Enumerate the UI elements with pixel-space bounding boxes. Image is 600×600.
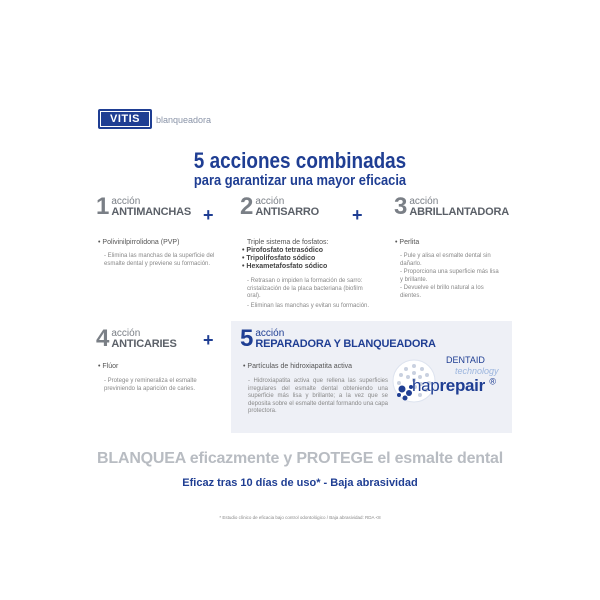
action-1-bullet-1: • Polivinilpirrolidona (PVP) [98, 239, 180, 246]
action-5-prefix: acción [255, 328, 285, 339]
action-3-prefix: acción [409, 196, 439, 207]
action-5-bullet-1: • Partículas de hidroxiapatita activa [243, 363, 353, 370]
action-2-number: 2 [240, 193, 254, 220]
action-1-name: ANTIMANCHAS [111, 206, 192, 218]
action-3-name: ABRILLANTADORA [409, 206, 510, 218]
plus-sign-1: + [203, 205, 214, 225]
action-4-detail-1: - Protege y remineraliza el esmalte previniendo la aparición de caries. [104, 378, 197, 392]
dentaid-label: DENTAID [446, 355, 485, 365]
action-3-detail-2: - Proporciona una superficie más lisa y brillante. [400, 269, 499, 283]
action-3-detail-3: - Devuelve el brillo natural a los dientes. [400, 285, 484, 299]
action-2-prefix: acción [255, 196, 285, 207]
main-subtitle: para garantizar una mayor eficacia [193, 172, 407, 189]
action-1-detail-1: - Elimina las manchas de la superficie del esmalte dental y previene su formación. [104, 253, 215, 267]
action-4-header [96, 325, 177, 352]
action-3-header [394, 193, 510, 220]
action-2-name: ANTISARRO [255, 206, 319, 218]
slogan: BLANQUEA eficazmente y PROTEGE el esmalte dental [97, 450, 503, 467]
action-5-number: 5 [240, 325, 254, 352]
footnote: * Estudio clínico de eficacia bajo control odontológico / Baja abrasividad: RDA <8 [219, 515, 381, 520]
action-3-bullet-1: • Perlita [395, 239, 420, 246]
plus-sign-3: + [203, 330, 214, 350]
action-2-bullet-3: • Hexametafosfato sódico [242, 263, 328, 270]
action-4-name: ANTICARIES [111, 338, 177, 350]
action-1-header [96, 193, 192, 220]
action-5-header [240, 325, 436, 352]
action-3-detail-1: - Pule y alisa el esmalte dental sin dañarlo. [400, 253, 491, 267]
action-1-number: 1 [96, 193, 110, 220]
technology-label: technology [455, 366, 499, 376]
action-5-detail-1: - Hidroxiapatita activa que rellena las superficies irregulares del esmalte dental obteniendo una superficie más lisa y brillante; a la vez que se deposita sobre el esmalte dental formando una capa protectora. [248, 378, 388, 414]
action-2-header [240, 193, 319, 220]
action-4-bullet-1: • Flúor [98, 363, 119, 370]
action-5-name: REPARADORA Y BLANQUEADORA [255, 338, 436, 350]
main-title: 5 acciones combinadas [193, 148, 407, 173]
action-1-prefix: acción [111, 196, 141, 207]
action-2-intro: Triple sistema de fosfatos: [247, 239, 329, 246]
action-4-prefix: acción [111, 328, 141, 339]
plus-sign-2: + [352, 205, 363, 225]
brand-subtitle: blanqueadora [156, 115, 212, 125]
action-3-number: 3 [394, 193, 408, 220]
claims: Eficaz tras 10 días de uso* - Baja abrasividad [182, 477, 418, 489]
action-2-bullet-2: • Tripolifosfato sódico [242, 255, 316, 262]
action-2-bullet-1: • Pirofosfato tetrasódico [242, 247, 324, 254]
action-2-detail-1: - Retrasan o impiden la formación de sarro: cristalización de la placa bacteriana (biofilm oral). [247, 278, 363, 299]
vitis-logo [98, 109, 152, 129]
haprepair-logo: haprepair ® [412, 376, 496, 395]
action-2-detail-2: - Eliminan las manchas y evitan su formación. [247, 303, 370, 309]
vitis-logo-text: VITIS [101, 112, 149, 126]
action-4-number: 4 [96, 325, 110, 352]
